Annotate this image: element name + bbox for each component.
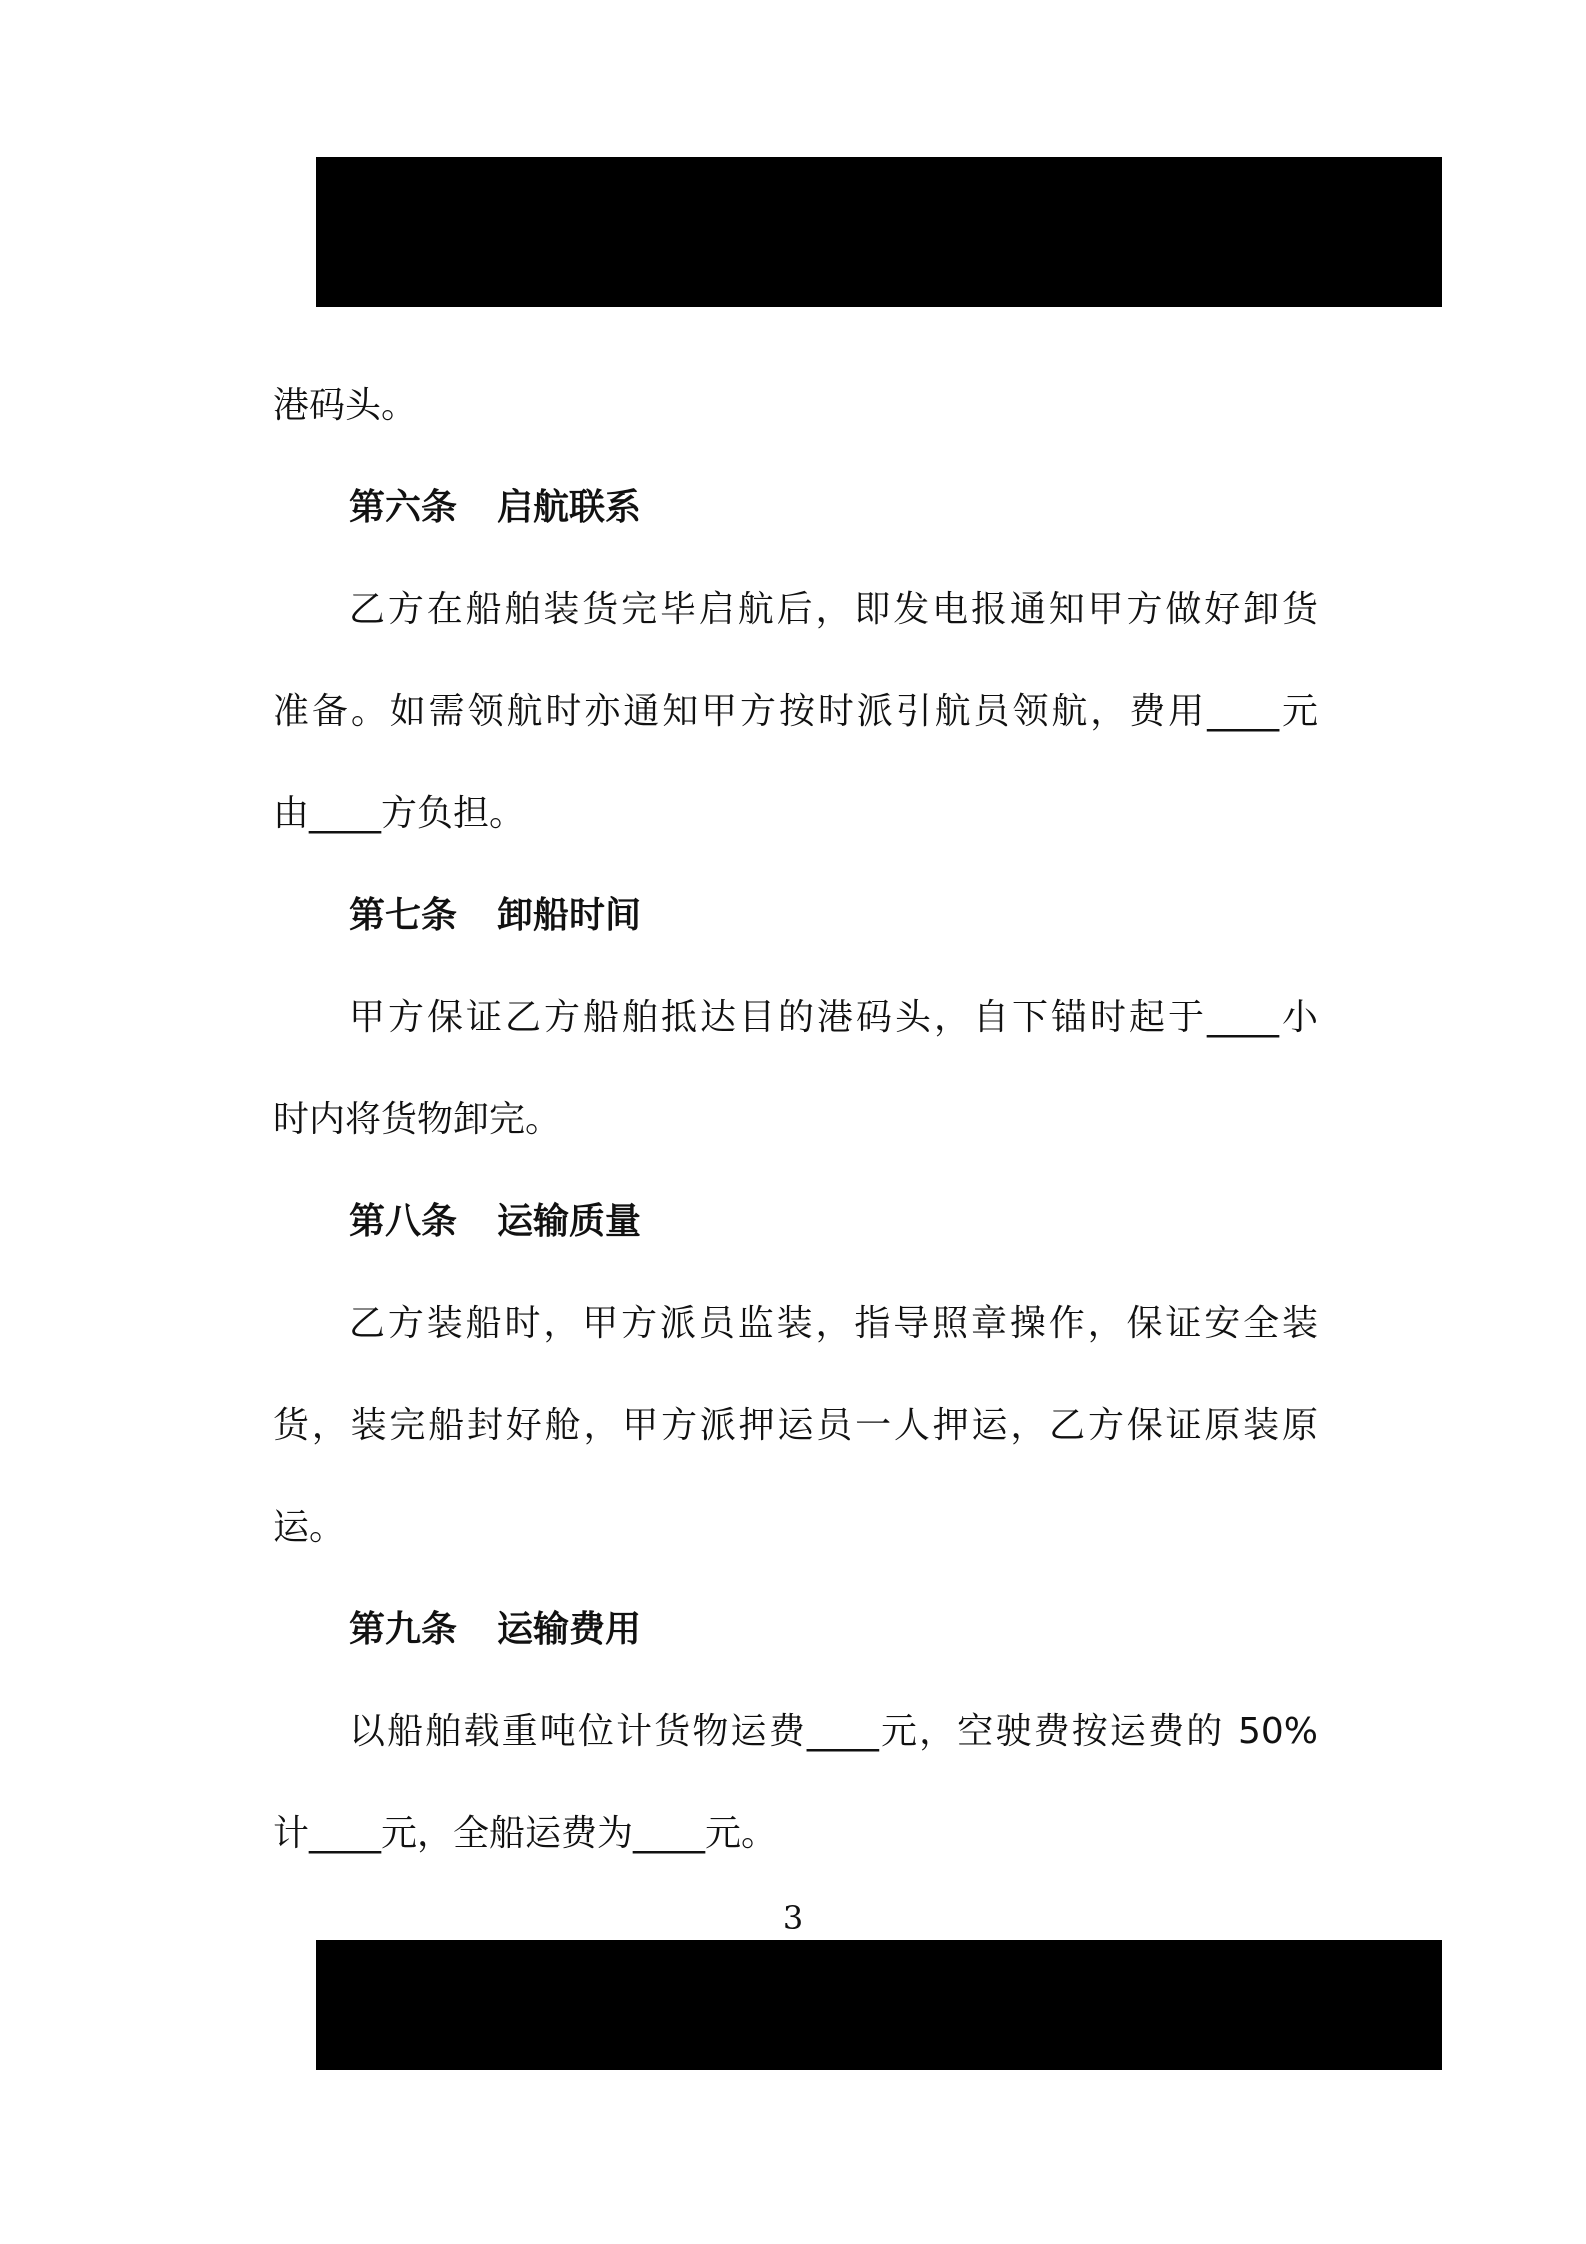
article-8-heading bbox=[273, 1171, 1318, 1273]
paragraph-line: 运。 bbox=[273, 1507, 346, 1548]
article-title: 运输质量 bbox=[497, 1201, 642, 1242]
article-number: 第六条 bbox=[349, 487, 458, 528]
paragraph-line: 准备。如需领航时亦通知甲方按时派引航员领航，费用____元 bbox=[273, 691, 1318, 732]
article-7-heading bbox=[273, 865, 1318, 967]
article-number: 第八条 bbox=[349, 1201, 458, 1242]
paragraph-line: 计____元，全船运费为____元。 bbox=[273, 1813, 778, 1854]
paragraph-line: 港码头。 bbox=[273, 385, 418, 426]
article-6-heading bbox=[273, 457, 1318, 559]
document-body bbox=[273, 355, 1318, 1885]
article-number: 第九条 bbox=[349, 1609, 458, 1650]
redaction-block-top bbox=[316, 157, 1442, 307]
paragraph-line: 以船舶载重吨位计货物运费____元，空驶费按运费的 50% bbox=[349, 1711, 1318, 1752]
article-9-heading bbox=[273, 1579, 1318, 1681]
paragraph-line: 甲方保证乙方船舶抵达目的港码头，自下锚时起于____小 bbox=[349, 997, 1318, 1038]
article-number: 第七条 bbox=[349, 895, 458, 936]
paragraph-line: 时内将货物卸完。 bbox=[273, 1099, 562, 1140]
paragraph-line: 货，装完船封好舱，甲方派押运员一人押运，乙方保证原装原 bbox=[273, 1405, 1318, 1446]
article-title: 运输费用 bbox=[497, 1609, 642, 1650]
article-title: 卸船时间 bbox=[497, 895, 642, 936]
paragraph-line: 乙方装船时，甲方派员监装，指导照章操作，保证安全装 bbox=[349, 1303, 1318, 1344]
redaction-block-bottom bbox=[316, 1940, 1442, 2070]
paragraph-line: 由____方负担。 bbox=[273, 793, 526, 834]
paragraph-line: 乙方在船舶装货完毕启航后，即发电报通知甲方做好卸货 bbox=[349, 589, 1318, 630]
article-title: 启航联系 bbox=[497, 487, 642, 528]
page-number: 3 bbox=[782, 1899, 804, 1937]
